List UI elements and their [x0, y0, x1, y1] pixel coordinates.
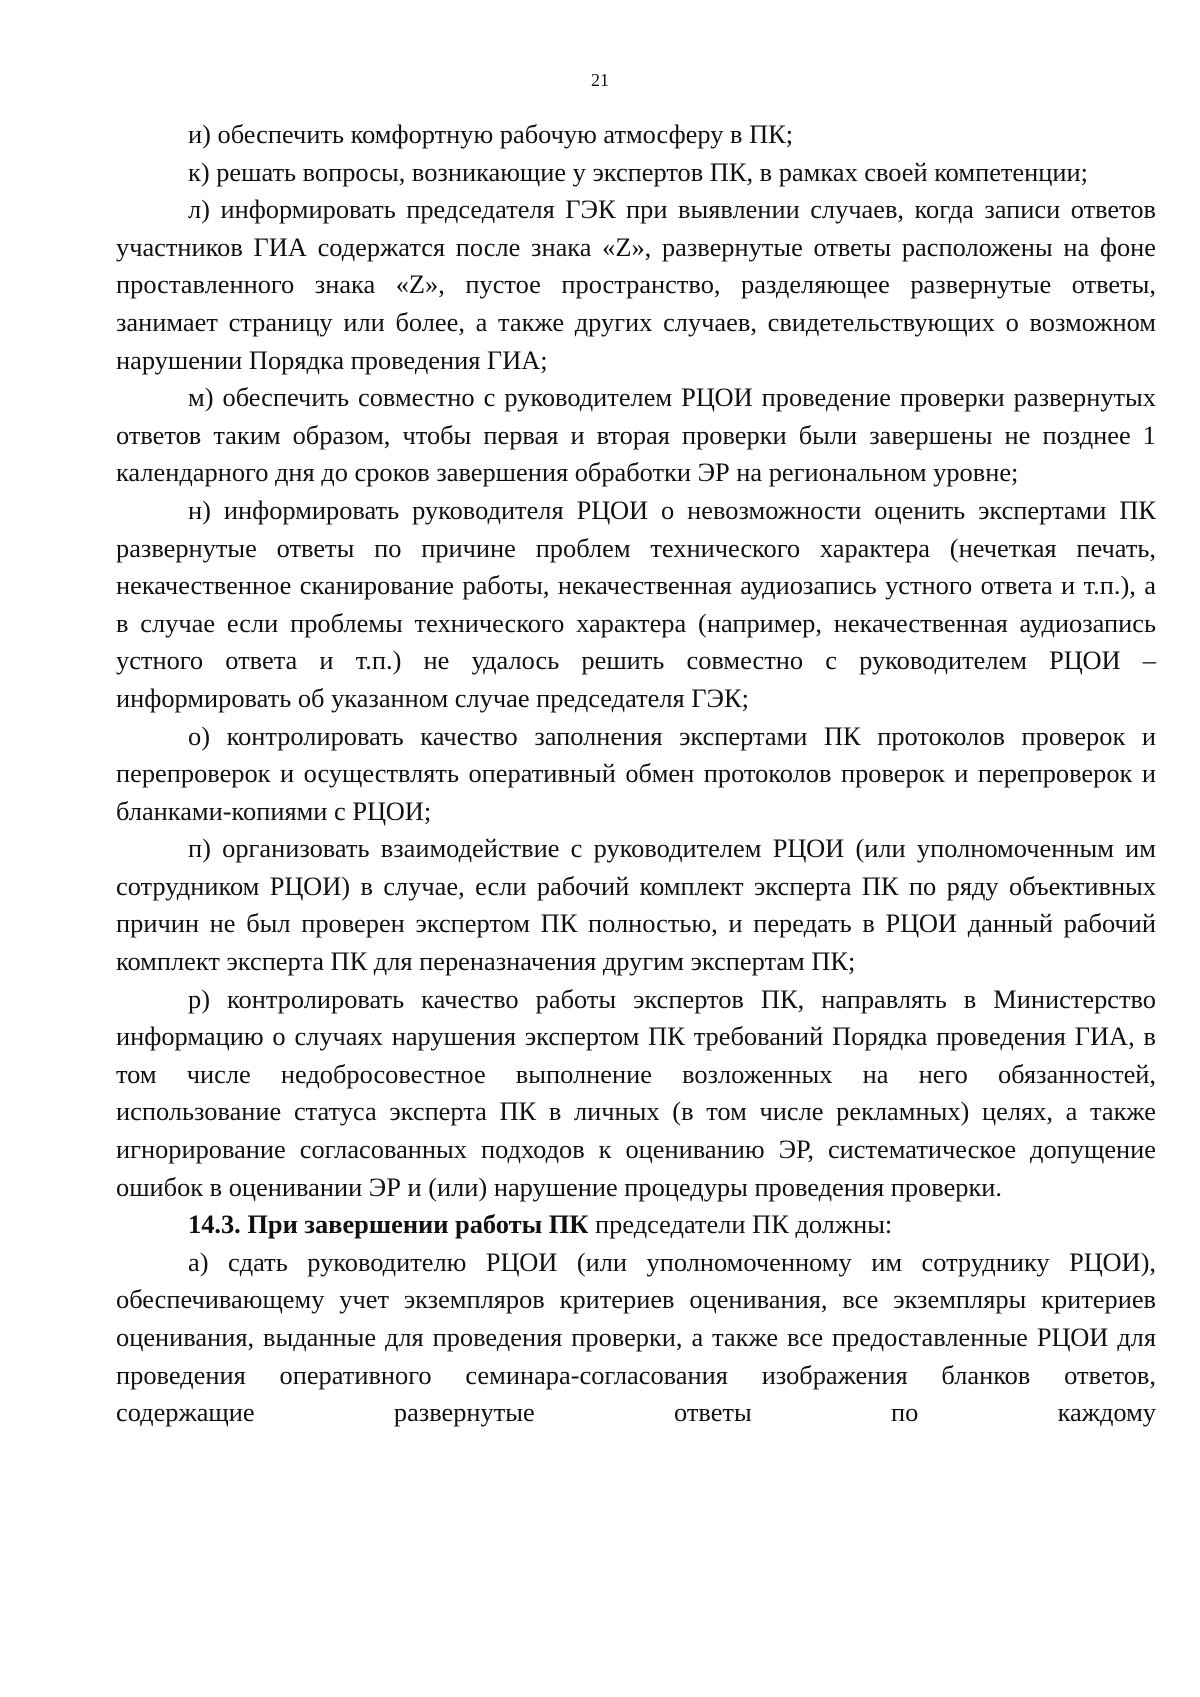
section-paragraph: [116, 1206, 1156, 1244]
list-item-n: н) информировать руководителя РЦОИ о невозможности оценить экспертами ПК развернутые ответы по причине проблем технического характера (нечеткая печать, некачественное сканирование работы, некачественная аудиозапись устного ответа и т.п.), а в случае если проблемы технического характера (например, некачественная аудиозапись устного ответа и т.п.) не удалось решить совместно с руководителем РЦОИ – информировать об указанном случае председателя ГЭК;: [116, 494, 1156, 713]
list-item-l: л) информировать председателя ГЭК при выявлении случаев, когда записи ответов участников ГИА содержатся после знака «Z», развернутые ответы расположены на фоне проставленного знака «Z», пустое пространство, разделяющее развернутые ответы, занимает страницу или более, а также других случаев, свидетельствующих о возможном нарушении Порядка проведения ГИА;: [116, 194, 1156, 375]
section-heading: 14.3. При завершении работы ПК: [188, 1209, 589, 1240]
document-body: [116, 116, 1156, 1432]
list-item-m: м) обеспечить совместно с руководителем РЦОИ проведение проверки развернутых ответов таким образом, чтобы первая и вторая проверки были завершены не позднее 1 календарного дня до сроков завершения обработки ЭР на региональном уровне;: [116, 382, 1156, 488]
list-item-p: п) организовать взаимодействие с руководителем РЦОИ (или уполномоченным им сотрудником РЦОИ) в случае, если рабочий комплект эксперта ПК по ряду объективных причин не был проверен экспертом ПК полностью, и передать в РЦОИ данный рабочий комплект эксперта ПК для переназначения другим экспертам ПК;: [116, 833, 1156, 977]
section-lead-text: председатели ПК должны:: [588, 1209, 893, 1240]
list-item-a: а) сдать руководителю РЦОИ (или уполномоченному им сотруднику РЦОИ), обеспечивающему учет экземпляров критериев оценивания, все экземпляры критериев оценивания, выданные для проведения проверки, а также все предоставленные РЦОИ для проведения оперативного семинара-согласования изображения бланков ответов, содержащие развернутые ответы по каждому: [116, 1246, 1156, 1428]
list-item-o: о) контролировать качество заполнения экспертами ПК протоколов проверок и перепроверок и осуществлять оперативный обмен протоколов проверок и перепроверок и бланками-копиями с РЦОИ;: [116, 720, 1156, 826]
list-item-r: р) контролировать качество работы экспертов ПК, направлять в Министерство информацию о случаях нарушения экспертом ПК требований Порядка проведения ГИА, в том числе недобросовестное выполнение возложенных на него обязанностей, использование статуса эксперта ПК в личных (в том числе рекламных) целях, а также игнорирование согласованных подходов к оцениванию ЭР, систематическое допущение ошибок в оценивании ЭР и (или) нарушение процедуры проведения проверки.: [116, 983, 1156, 1202]
page-number: 21: [591, 70, 609, 90]
list-item-k: к) решать вопросы, возникающие у экспертов ПК, в рамках своей компетенции;: [188, 156, 1088, 187]
list-item-i: и) обеспечить комфортную рабочую атмосферу в ПК;: [188, 119, 794, 149]
